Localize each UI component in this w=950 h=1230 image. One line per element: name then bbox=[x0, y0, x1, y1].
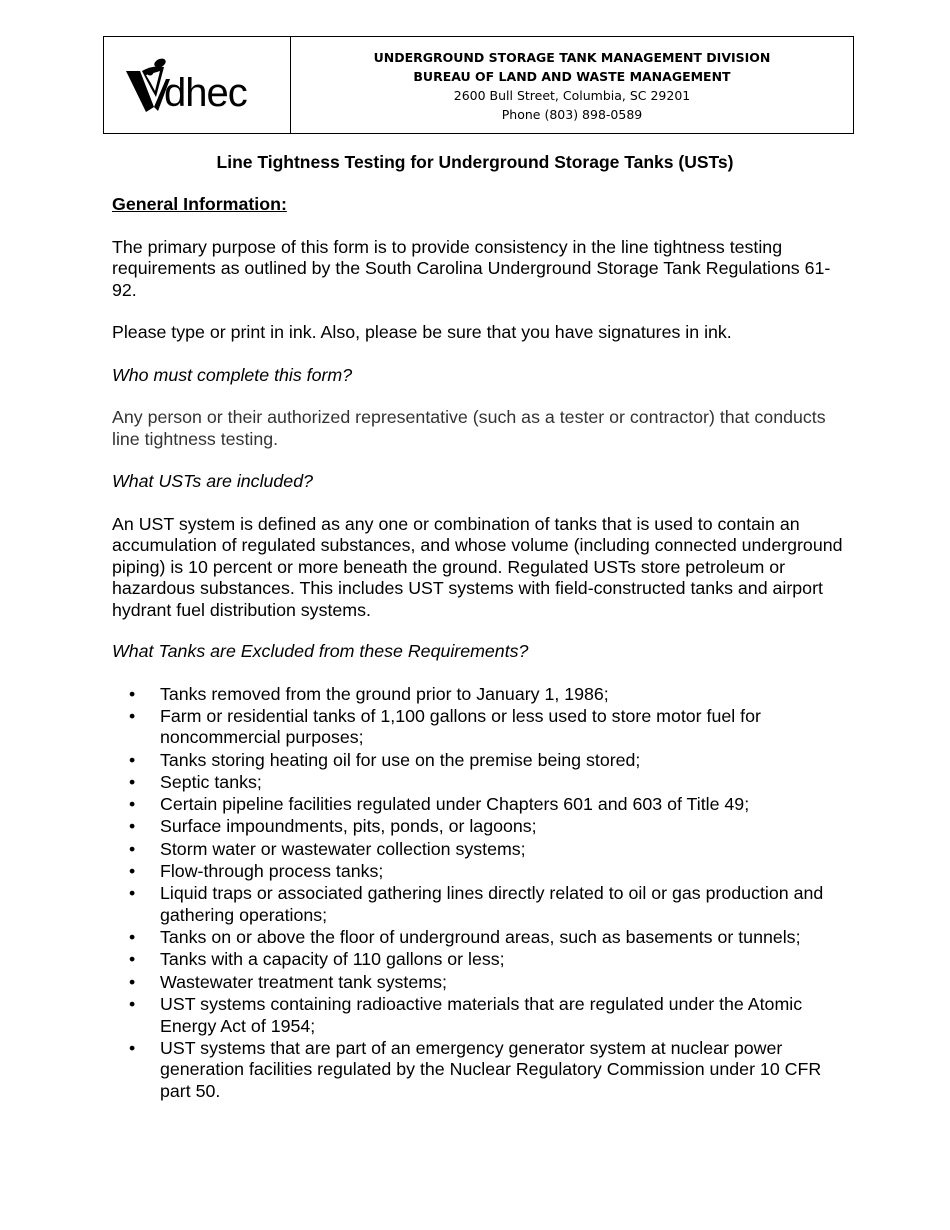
bullet-icon: • bbox=[129, 883, 136, 904]
general-information-heading: General Information: bbox=[112, 194, 287, 214]
who-heading: Who must complete this form? bbox=[112, 364, 353, 385]
document-body bbox=[112, 194, 847, 1103]
bullet-icon: • bbox=[129, 949, 136, 970]
division-name: UNDERGROUND STORAGE TANK MANAGEMENT DIVISION bbox=[373, 50, 771, 65]
list-item: • Surface impoundments, pits, ponds, or lagoons; bbox=[129, 816, 537, 837]
bullet-icon: • bbox=[129, 749, 136, 770]
agency-address-block bbox=[291, 37, 853, 133]
excluded-heading: What Tanks are Excluded from these Requirements? bbox=[112, 641, 529, 661]
bullet-icon: • bbox=[129, 861, 136, 882]
letterhead-box bbox=[103, 36, 854, 134]
bureau-name: BUREAU OF LAND AND WASTE MANAGEMENT bbox=[413, 69, 731, 84]
list-item: • Wastewater treatment tank systems; bbox=[129, 971, 447, 992]
bullet-icon: • bbox=[129, 1037, 136, 1058]
logo-cell bbox=[104, 37, 291, 133]
list-item: • Tanks on or above the floor of underground areas, such as basements or tunnels; bbox=[129, 927, 801, 948]
list-item: • UST systems that are part of an emergency generator system at nuclear power generation facilities regulated by the Nuclear Regulatory Commission under 10 CFR part 50. bbox=[129, 1037, 822, 1101]
bullet-icon: • bbox=[129, 705, 136, 726]
bullet-icon: • bbox=[129, 683, 136, 704]
bullet-icon: • bbox=[129, 838, 136, 859]
bullet-icon: • bbox=[129, 816, 136, 837]
list-item: • Flow-through process tanks; bbox=[129, 861, 384, 882]
purpose-paragraph: The primary purpose of this form is to provide consistency in the line tightness testing requirements as outlined by the South Carolina Underground Storage Tank Regulations 61-92. bbox=[112, 236, 831, 300]
who-paragraph: Any person or their authorized representative (such as a tester or contractor) that conducts line tightness testing. bbox=[112, 407, 826, 449]
list-item: • Tanks removed from the ground prior to January 1, 1986; bbox=[129, 683, 609, 704]
list-item: • Septic tanks; bbox=[129, 771, 262, 792]
bullet-icon: • bbox=[129, 971, 136, 992]
list-item: • Storm water or wastewater collection systems; bbox=[129, 838, 526, 859]
list-item: • Liquid traps or associated gathering lines directly related to oil or gas production and gathering operations; bbox=[129, 883, 824, 925]
included-heading: What USTs are included? bbox=[112, 471, 313, 491]
included-paragraph: An UST system is defined as any one or combination of tanks that is used to contain an accumulation of regulated substances, and whose volume (including connected underground piping) is 10 percent or more beneath the ground. Regulated USTs store petroleum or hazardous substances. This includes UST systems with field-constructed tanks and airport hydrant fuel distribution systems. bbox=[112, 513, 843, 620]
bullet-icon: • bbox=[129, 927, 136, 948]
street-address: 2600 Bull Street, Columbia, SC 29201 bbox=[453, 88, 691, 103]
document-title: Line Tightness Testing for Underground Storage Tanks (USTs) bbox=[216, 152, 734, 172]
list-item: • Tanks storing heating oil for use on the premise being stored; bbox=[129, 749, 641, 770]
list-item: • UST systems containing radioactive materials that are regulated under the Atomic Energy Act of 1954; bbox=[129, 994, 803, 1036]
instructions-paragraph: Please type or print in ink. Also, please be sure that you have signatures in ink. bbox=[112, 322, 732, 342]
phone-number: Phone (803) 898-0589 bbox=[501, 107, 643, 122]
logo-text: dhec bbox=[164, 71, 247, 115]
list-item: • Farm or residential tanks of 1,100 gallons or less used to store motor fuel for noncommercial purposes; bbox=[129, 705, 761, 748]
bullet-icon: • bbox=[129, 994, 136, 1015]
bullet-icon: • bbox=[129, 794, 136, 815]
list-item: • Certain pipeline facilities regulated under Chapters 601 and 603 of Title 49; bbox=[129, 794, 750, 815]
list-item: • Tanks with a capacity of 110 gallons or less; bbox=[129, 949, 505, 970]
excluded-list bbox=[112, 684, 847, 1103]
bullet-icon: • bbox=[129, 771, 136, 792]
